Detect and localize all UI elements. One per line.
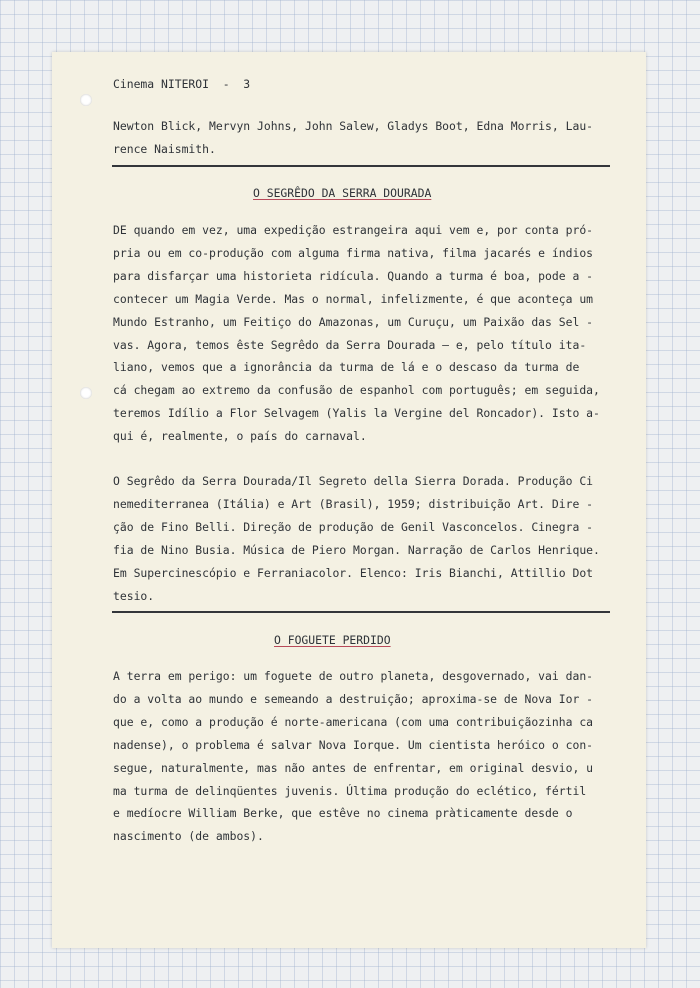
text-line: A terra em perigo: um foguete de outro planeta, desgovernado, vai dan- bbox=[113, 669, 594, 683]
text-line: cá chegam ao extremo da confusão de espanhol com português; em seguida, bbox=[113, 383, 600, 398]
text-line: teremos Idílio a Flor Selvagem (Yalis la Vergine del Roncador). Isto a- bbox=[113, 406, 600, 421]
section-divider bbox=[112, 611, 610, 613]
text-line: pria ou em co-produção com alguma firma nativa, filma jacarés e índios bbox=[113, 245, 594, 260]
review-credits bbox=[113, 470, 600, 607]
text-line: nascimento (de ambos). bbox=[113, 829, 264, 844]
text-line: que e, como a produção é norte-americana (com uma contribuiçãozinha ca bbox=[113, 714, 594, 729]
text-line: qui é, realmente, o país do carnaval. bbox=[113, 429, 367, 444]
text-line: fia de Nino Busia. Música de Piero Morgan. Narração de Carlos Henrique. bbox=[113, 542, 600, 557]
section-divider bbox=[112, 165, 610, 167]
cast-list bbox=[113, 115, 593, 161]
page-header: Cinema NITEROI - 3 bbox=[113, 77, 251, 91]
text-line: Em Supercinescópio e Ferraniacolor. Elenco: Iris Bianchi, Attillio Dot bbox=[113, 565, 594, 580]
text-line: liano, vemos que a ignorância da turma de lá e o descaso da turma de bbox=[113, 360, 580, 375]
text-line: rence Naismith. bbox=[113, 141, 216, 156]
text-line: Newton Blick, Mervyn Johns, John Salew, Gladys Boot, Edna Morris, Lau- bbox=[113, 119, 594, 133]
text-line: vas. Agora, temos êste Segrêdo da Serra Dourada — e, pelo título ita- bbox=[113, 337, 587, 352]
text-line: ção de Fino Belli. Direção de produção de Genil Vasconcelos. Cinegra - bbox=[113, 519, 594, 534]
punch-hole bbox=[80, 94, 92, 106]
punch-hole bbox=[80, 387, 92, 399]
text-line: para disfarçar uma historieta ridícula. Quando a turma é boa, pode a - bbox=[113, 268, 594, 283]
text-line: e medíocre William Berke, que estêve no cinema pràticamente desde o bbox=[113, 806, 573, 821]
review-heading: O SEGRÊDO DA SERRA DOURADA bbox=[253, 186, 432, 200]
text-line: nadense), o problema é salvar Nova Iorque. Um cientista heróico o con- bbox=[113, 737, 594, 752]
text-line: DE quando em vez, uma expedição estrangeira aqui vem e, por conta pró- bbox=[113, 223, 594, 237]
review-body bbox=[113, 665, 593, 848]
text-line: segue, naturalmente, mas não antes de enfrentar, em original desvio, u bbox=[113, 760, 594, 775]
text-line: ma turma de delinqüentes juvenis. Última produção do eclético, fértil bbox=[113, 783, 587, 798]
text-line: do a volta ao mundo e semeando a destruição; aproxima-se de Nova Ior - bbox=[113, 691, 594, 706]
review-body bbox=[113, 219, 600, 448]
text-line: nemediterranea (Itália) e Art (Brasil), 1959; distribuição Art. Dire - bbox=[113, 496, 594, 511]
text-line: tesio. bbox=[113, 588, 155, 603]
text-line: O Segrêdo da Serra Dourada/Il Segreto della Sierra Dorada. Produção Ci bbox=[113, 474, 594, 488]
text-line: contecer um Magia Verde. Mas o normal, infelizmente, é que aconteça um bbox=[113, 291, 594, 306]
text-line: Mundo Estranho, um Feitiço do Amazonas, um Curuçu, um Paixão das Sel - bbox=[113, 314, 594, 329]
review-heading: O FOGUETE PERDIDO bbox=[274, 633, 391, 647]
